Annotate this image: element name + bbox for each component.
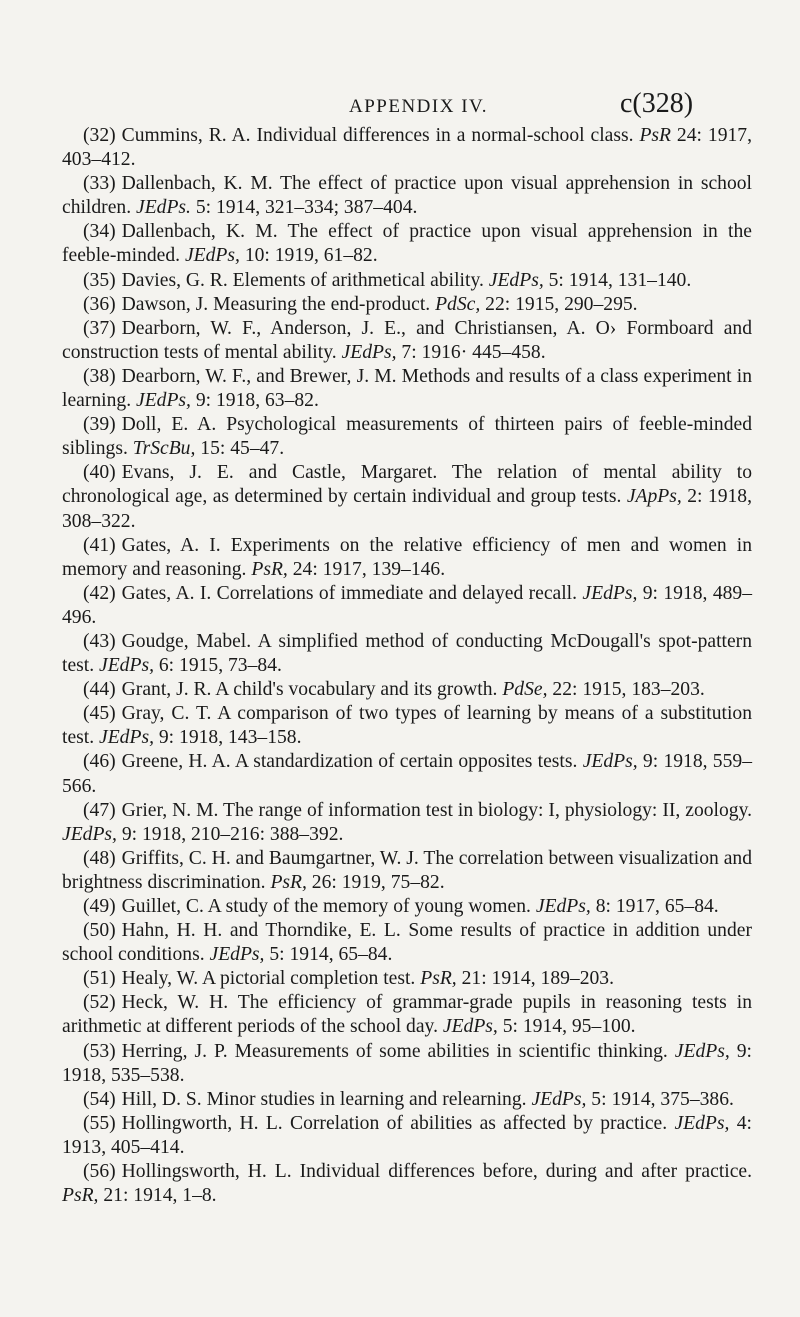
journal-abbreviation: JEdPs, [99, 727, 154, 749]
reference-number: (56) [83, 1161, 116, 1183]
journal-abbreviation: JEdPs, [582, 582, 638, 604]
reference-number: (53) [83, 1040, 116, 1062]
journal-abbreviation: JEdPs, [674, 1112, 730, 1134]
reference-entry [62, 967, 752, 991]
journal-abbreviation: JEdPs. [136, 197, 191, 219]
journal-abbreviation: JEdPs, [488, 269, 544, 291]
reference-entry [62, 799, 752, 847]
journal-abbreviation: JEdPs, [531, 1088, 587, 1110]
page-header [0, 88, 800, 124]
volume-year-pages: 9: 1918, 210–216: 388–392. [116, 823, 344, 845]
reference-text: Dearborn, W. F., and Brewer, J. M. Methods and results of a class experiment in learning. [62, 365, 752, 412]
volume-year-pages: 26: 1919, 75–82. [306, 871, 445, 893]
reference-number: (45) [83, 703, 116, 725]
reference-text: Dallenbach, K. M. The effect of practice upon visual apprehension in school children. [62, 173, 752, 219]
reference-number: (35) [83, 269, 116, 291]
journal-abbreviation: TrScBu, [132, 438, 196, 460]
volume-year-pages: 5: 1914, 131–140. [543, 269, 692, 291]
reference-text: Greene, H. A. A standardization of certain opposites tests. [121, 751, 583, 773]
reference-number: (47) [83, 799, 116, 821]
journal-abbreviation: JEdPs, [341, 341, 397, 363]
journal-abbreviation: JEdPs, [99, 655, 154, 677]
reference-text: Hill, D. S. Minor studies in learning and relearning. [121, 1088, 532, 1110]
volume-year-pages: 9: 1918, 489–496. [62, 582, 753, 628]
reference-number: (43) [83, 630, 116, 652]
reference-number: (51) [83, 968, 116, 990]
reference-number: (41) [83, 534, 116, 556]
reference-entry [62, 317, 752, 365]
reference-entry [62, 678, 752, 702]
reference-number: (34) [83, 221, 116, 243]
reference-text: Hollingsworth, H. L. Individual differences before, during and after practice. [121, 1161, 752, 1183]
page-number: c(328) [620, 88, 694, 119]
reference-number: (42) [83, 582, 116, 604]
journal-abbreviation: JEdPs, [442, 1016, 498, 1038]
volume-year-pages: 5: 1914, 95–100. [497, 1016, 636, 1038]
journal-abbreviation: PdSe, [502, 679, 548, 701]
volume-year-pages: 5: 1914, 375–386. [586, 1088, 734, 1110]
reference-text: Herring, J. P. Measurements of some abilities in scientific thinking. [121, 1040, 675, 1062]
volume-year-pages: 5: 1914, 65–84. [264, 944, 393, 966]
reference-entry [62, 630, 752, 678]
reference-text: Goudge, Mabel. A simplified method of conducting McDougall's spot-pattern test. [62, 630, 752, 677]
volume-year-pages: 9: 1918, 559–566. [62, 751, 752, 797]
reference-entry [62, 413, 752, 461]
reference-number: (52) [83, 992, 116, 1014]
reference-text: Gates, A. I. Correlations of immediate and delayed recall. [121, 582, 583, 604]
volume-year-pages: 8: 1917, 65–84. [590, 896, 719, 917]
reference-entry [62, 582, 752, 630]
reference-number: (37) [83, 317, 116, 339]
journal-abbreviation: JEdPs, [62, 823, 117, 845]
journal-abbreviation: PsR, [420, 968, 457, 990]
journal-abbreviation: JApPs, [626, 486, 682, 508]
reference-number: (49) [83, 896, 116, 917]
volume-year-pages: 21: 1914, 1–8. [98, 1185, 217, 1207]
reference-entry [62, 1040, 752, 1088]
reference-text: Guillet, C. A study of the memory of young women. [121, 896, 536, 917]
reference-number: (54) [83, 1088, 116, 1110]
journal-abbreviation: PsR [639, 125, 671, 146]
reference-text: Dawson, J. Measuring the end-product. [121, 293, 436, 315]
volume-year-pages: 9: 1918, 63–82. [190, 390, 319, 412]
reference-entry [62, 991, 752, 1039]
volume-year-pages: 24: 1917, 139–146. [287, 558, 446, 580]
reference-number: (39) [83, 414, 116, 436]
reference-text: Gray, C. T. A comparison of two types of learning by means of a substitution test. [62, 703, 752, 749]
reference-entry [62, 124, 752, 172]
reference-text: Healy, W. A pictorial completion test. [121, 968, 421, 990]
reference-entry [62, 172, 752, 220]
reference-entry [62, 220, 752, 268]
volume-year-pages: 24: 1917, 403–412. [62, 125, 752, 171]
reference-entry [62, 847, 752, 895]
reference-entry [62, 534, 752, 582]
reference-number: (33) [83, 173, 116, 195]
reference-number: (48) [83, 847, 116, 869]
journal-abbreviation: PsR, [270, 871, 307, 893]
reference-entry [62, 702, 752, 750]
reference-number: (46) [83, 751, 116, 773]
reference-number: (38) [83, 365, 116, 387]
journal-abbreviation: JEdPs, [582, 751, 638, 773]
reference-number: (32) [83, 125, 116, 146]
volume-year-pages: 9: 1918, 143–158. [153, 727, 302, 749]
reference-list [62, 124, 752, 1208]
reference-entry [62, 269, 752, 293]
volume-year-pages: 10: 1919, 61–82. [239, 245, 378, 267]
reference-text: Davies, G. R. Elements of arithmetical ability. [121, 269, 489, 291]
volume-year-pages: 22: 1915, 183–203. [547, 679, 705, 701]
volume-year-pages: 6: 1915, 73–84. [153, 655, 282, 677]
reference-entry [62, 750, 752, 798]
journal-abbreviation: JEdPs, [674, 1040, 730, 1062]
reference-text: Hollingworth, H. L. Correlation of abilities as affected by practice. [121, 1112, 675, 1134]
volume-year-pages: 15: 45–47. [195, 438, 285, 460]
volume-year-pages: 9: 1918, 535–538. [62, 1040, 752, 1086]
reference-text: Heck, W. H. The efficiency of grammar-grade pupils in reasoning tests in arithmetic at different periods of the school day. [62, 992, 752, 1038]
journal-abbreviation: JEdPs, [535, 896, 591, 917]
reference-text: Dearborn, W. F., Anderson, J. E., and Christiansen, A. O› Formboard and construction tests of mental ability. [62, 317, 752, 363]
reference-text: Grant, J. R. A child's vocabulary and its growth. [121, 679, 503, 701]
reference-number: (50) [83, 920, 116, 942]
running-head: APPENDIX IV. [349, 96, 489, 117]
reference-entry [62, 895, 752, 919]
reference-text: Doll, E. A. Psychological measurements of thirteen pairs of feeble-minded siblings. [62, 414, 752, 460]
reference-text: Cummins, R. A. Individual differences in a normal-school class. [121, 125, 640, 146]
reference-text: Griffits, C. H. and Baumgartner, W. J. The correlation between visualization and brightness discrimination. [62, 847, 752, 893]
reference-entry [62, 1112, 752, 1160]
volume-year-pages: 5: 1914, 321–334; 387–404. [190, 197, 418, 219]
journal-abbreviation: JEdPs, [136, 390, 191, 412]
volume-year-pages: 2: 1918, 308–322. [62, 486, 752, 532]
reference-number: (40) [83, 462, 116, 484]
reference-entry [62, 1160, 752, 1208]
reference-text: Dallenbach, K. M. The effect of practice upon visual apprehension in the feeble-minded. [62, 221, 752, 267]
reference-entry [62, 461, 752, 533]
volume-year-pages: 4: 1913, 405–414. [62, 1112, 752, 1158]
reference-number: (36) [83, 293, 116, 315]
reference-entry [62, 365, 752, 413]
journal-abbreviation: JEdPs, [209, 944, 265, 966]
reference-text: Hahn, H. H. and Thorndike, E. L. Some results of practice in addition under school conditions. [62, 920, 752, 966]
reference-text: Evans, J. E. and Castle, Margaret. The relation of mental ability to chronological age, as determined by certain individual and group tests. [62, 462, 752, 508]
journal-abbreviation: PdSc, [435, 293, 481, 315]
journal-abbreviation: PsR, [62, 1185, 99, 1207]
reference-text: Gates, A. I. Experiments on the relative efficiency of men and women in memory and reasoning. [62, 534, 752, 580]
reference-entry [62, 1088, 752, 1112]
volume-year-pages: 21: 1914, 189–203. [456, 968, 614, 990]
volume-year-pages: 7: 1916· 445–458. [396, 341, 546, 363]
reference-entry [62, 919, 752, 967]
reference-number: (44) [83, 679, 116, 701]
journal-abbreviation: PsR, [251, 558, 288, 580]
volume-year-pages: 22: 1915, 290–295. [480, 293, 638, 315]
journal-abbreviation: JEdPs, [184, 245, 240, 267]
reference-text: Grier, N. M. The range of information test in biology: I, physiology: II, zoology. [121, 799, 752, 821]
reference-number: (55) [83, 1112, 116, 1134]
reference-entry [62, 293, 752, 317]
